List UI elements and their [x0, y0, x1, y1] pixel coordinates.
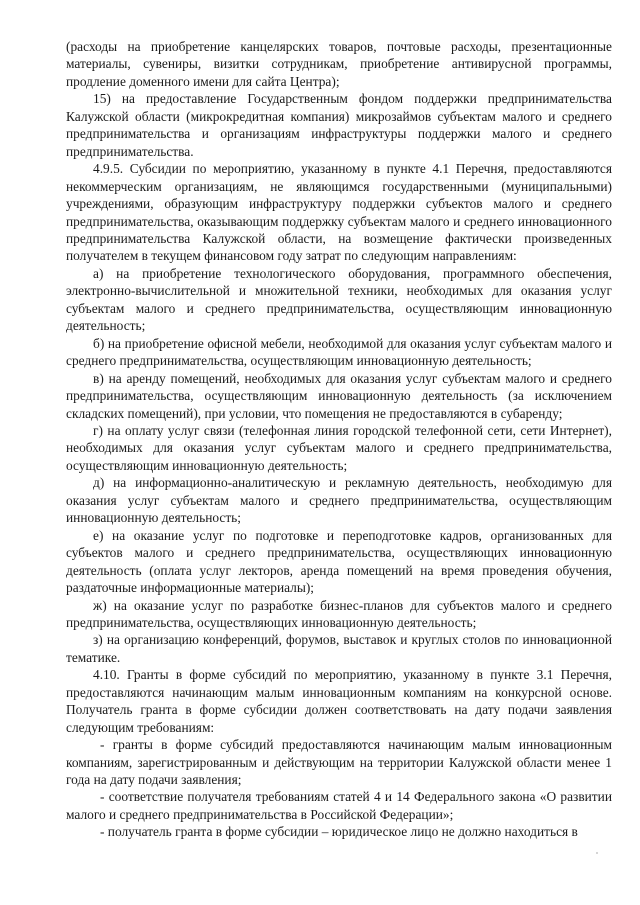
requirement-item-federal-law: - соответствие получателя требованиям статей 4 и 14 Федерального закона «О развитии малого и среднего предпринимательства в Российской Федерации»; — [66, 789, 612, 822]
document-body — [66, 38, 612, 841]
scan-artifact-dot — [596, 852, 598, 854]
list-item-a-equipment: а) на приобретение технологического оборудования, программного обеспечения, электронно-вычислительной и множительной техники, необходимых для оказания услуг субъектам малого и среднего предпринимательства, осуществляющим инновационную деятельность; — [66, 265, 612, 334]
list-item-g-communications: г) на оплату услуг связи (телефонная линия городской телефонной сети, сети Интернет), необходимых для оказания услуг субъектам малого и среднего предпринимательства, осуществляющим инновационную деятельность; — [66, 422, 612, 473]
paragraph-4-9-5-subsidies: 4.9.5. Субсидии по мероприятию, указанному в пункте 4.1 Перечня, предоставляются некоммерческим организациям, не являющимся государственными (муниципальными) учреждениями, образующим инфраструктуру поддержки субъектов малого и среднего предпринимательства, оказывающим поддержку субъектам малого и среднего инновационного предпринимательства Калужской области, на возмещение фактически произведенных получателем в текущем финансовом году затрат по следующим направлениям: — [66, 161, 612, 264]
paragraph-item-15-microloans: 15) на предоставление Государственным фондом поддержки предпринимательства Калужской области (микрокредитная компания) микрозаймов субъектам малого и среднего предпринимательства и организациям инфраструктуры поддержки малого и среднего предпринимательства. — [66, 91, 612, 159]
paragraph-expenses-continuation: (расходы на приобретение канцелярских товаров, почтовые расходы, презентационные материалы, сувениры, визитки сотрудникам, приобретение антивирусной программы, продление доменного имени для сайта Центра); — [66, 39, 612, 89]
list-item-zh-business-plans: ж) на оказание услуг по разработке бизнес-планов для субъектов малого и среднего предпринимательства, осуществляющих инновационную деятельность; — [66, 597, 612, 630]
list-item-v-rent: в) на аренду помещений, необходимых для оказания услуг субъектам малого и среднего предпринимательства, осуществляющим инновационную деятельность (за исключением складских помещений), при условии, что помещения не предоставляются в субаренду; — [66, 370, 612, 421]
requirement-item-legal-entity: - получатель гранта в форме субсидии – юридическое лицо не должно находиться в — [100, 824, 578, 840]
list-item-d-advertising: д) на информационно-аналитическую и рекламную деятельность, необходимую для оказания услуг субъектам малого и среднего предпринимательства, осуществляющим инновационную деятельность; — [66, 475, 612, 526]
list-item-b-furniture: б) на приобретение офисной мебели, необходимой для оказания услуг субъектам малого и среднего предпринимательства, осуществляющим инновационную деятельность; — [66, 335, 612, 369]
requirement-item-startups: - гранты в форме субсидий предоставляются начинающим малым инновационным компаниям, зарегистрированным и действующим на территории Калужской области менее 1 года на дату подачи заявления; — [66, 737, 612, 788]
list-item-z-conferences: з) на организацию конференций, форумов, выставок и круглых столов по инновационной тематике. — [66, 632, 612, 665]
paragraph-4-10-grants: 4.10. Гранты в форме субсидий по мероприятию, указанному в пункте 3.1 Перечня, предоставляются начинающим малым инновационным компаниям на конкурсной основе. Получатель гранта в форме субсидии должен соответствовать на дату подачи заявления следующим требованиям: — [66, 667, 612, 735]
list-item-e-training: е) на оказание услуг по подготовке и переподготовке кадров, организованных для субъектов малого и среднего предпринимательства, осуществляющих инновационную деятельность (оплата услуг лекторов, аренда помещений на время проведения обучения, раздаточные информационные материалы); — [66, 527, 612, 596]
